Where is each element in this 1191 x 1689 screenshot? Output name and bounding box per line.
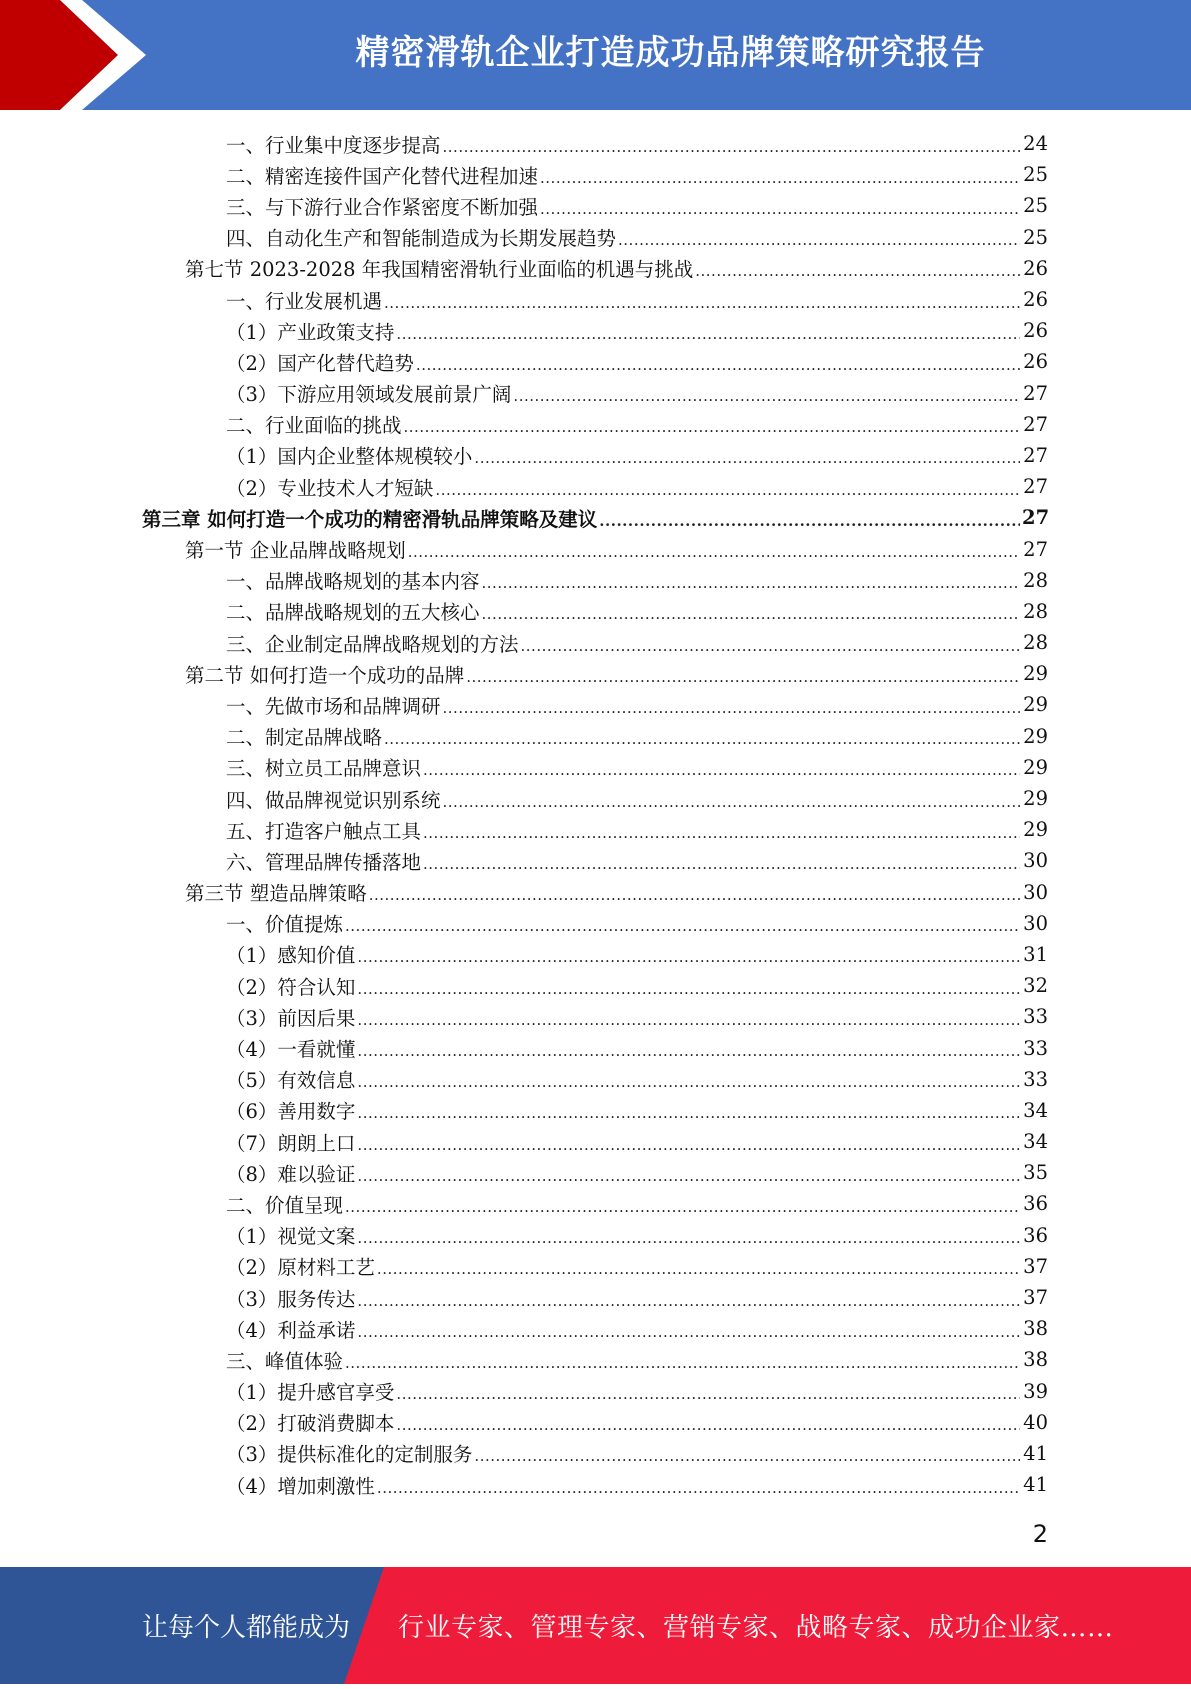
toc-entry[interactable] xyxy=(0,845,1191,876)
toc-entry[interactable] xyxy=(0,1251,1191,1282)
toc-entry[interactable] xyxy=(0,721,1191,752)
toc-dot-leader xyxy=(345,1354,1020,1372)
toc-entry-page: 31 xyxy=(1023,942,1048,966)
toc-entry-page: 30 xyxy=(1023,849,1048,873)
toc-dot-leader xyxy=(396,1385,1020,1403)
toc-entry-title: 第七节 2023-2028 年我国精密滑轨行业面临的机遇与挑战 xyxy=(185,258,694,282)
toc-entry-title: 一、价值提炼 xyxy=(226,913,344,937)
toc-entry-page: 37 xyxy=(1023,1286,1048,1310)
toc-dot-leader xyxy=(423,824,1020,842)
toc-entry[interactable] xyxy=(0,1126,1191,1157)
toc-entry-title: （5）有效信息 xyxy=(226,1069,356,1093)
toc-entry-page: 25 xyxy=(1023,163,1048,187)
toc-entry[interactable] xyxy=(0,409,1191,440)
toc-dot-leader xyxy=(618,231,1020,249)
toc-dot-leader xyxy=(416,356,1020,374)
toc-entry-page: 33 xyxy=(1023,1005,1048,1029)
toc-entry-title: 一、品牌战略规划的基本内容 xyxy=(226,570,480,594)
toc-entry-page: 27 xyxy=(1023,537,1048,561)
toc-entry-title: 二、价值呈现 xyxy=(226,1193,344,1217)
toc-entry-page: 32 xyxy=(1023,974,1048,998)
toc-entry-title: （1）国内企业整体规模较小 xyxy=(226,445,473,469)
toc-dot-leader xyxy=(423,855,1020,873)
toc-entry[interactable] xyxy=(0,1407,1191,1438)
toc-entry-page: 29 xyxy=(1023,818,1048,842)
toc-entry-title: 三、峰值体验 xyxy=(226,1349,344,1373)
toc-entry-title: （4）增加刺激性 xyxy=(226,1474,375,1498)
toc-entry-page: 25 xyxy=(1023,194,1048,218)
toc-entry[interactable] xyxy=(0,970,1191,1001)
toc-entry-page: 24 xyxy=(1023,132,1048,156)
toc-entry[interactable] xyxy=(0,1438,1191,1469)
header-title: 精密滑轨企业打造成功品牌策略研究报告 xyxy=(355,33,986,73)
toc-entry[interactable] xyxy=(0,1032,1191,1063)
toc-entry[interactable] xyxy=(0,440,1191,471)
toc-dot-leader xyxy=(357,1323,1020,1341)
toc-entry[interactable] xyxy=(0,533,1191,564)
toc-entry-page: 29 xyxy=(1023,724,1048,748)
toc-entry[interactable] xyxy=(0,1313,1191,1344)
toc-entry-title: （2）符合认知 xyxy=(226,975,356,999)
toc-entry[interactable] xyxy=(0,471,1191,502)
toc-dot-leader xyxy=(443,138,1020,156)
page-footer xyxy=(0,1567,1191,1684)
toc-dot-leader xyxy=(357,1011,1020,1029)
toc-dot-leader xyxy=(482,574,1020,592)
toc-entry[interactable] xyxy=(0,908,1191,939)
toc-entry-title: 三、树立员工品牌意识 xyxy=(226,757,422,781)
toc-entry[interactable] xyxy=(0,1344,1191,1375)
toc-dot-leader xyxy=(521,637,1020,655)
toc-entry-page: 27 xyxy=(1023,443,1048,467)
toc-entry-title: （7）朗朗上口 xyxy=(226,1131,356,1155)
toc-entry-title: （3）服务传达 xyxy=(226,1287,356,1311)
toc-entry-page: 29 xyxy=(1023,662,1048,686)
toc-entry-page: 40 xyxy=(1023,1410,1048,1434)
toc-entry-title: 一、行业集中度逐步提高 xyxy=(226,133,441,157)
toc-entry-page: 27 xyxy=(1023,412,1048,436)
toc-entry-page: 35 xyxy=(1023,1161,1048,1185)
toc-dot-leader xyxy=(408,543,1020,561)
toc-entry-title: 二、品牌战略规划的五大核心 xyxy=(226,601,480,625)
toc-entry[interactable] xyxy=(0,284,1191,315)
toc-entry-page: 38 xyxy=(1023,1348,1048,1372)
page-number: 2 xyxy=(1032,1520,1048,1548)
toc-entry-title: 三、与下游行业合作紧密度不断加强 xyxy=(226,195,539,219)
toc-entry[interactable] xyxy=(0,565,1191,596)
toc-entry-page: 30 xyxy=(1023,880,1048,904)
toc-entry[interactable] xyxy=(0,1376,1191,1407)
toc-entry[interactable] xyxy=(0,627,1191,658)
toc-dot-leader xyxy=(357,1229,1020,1247)
toc-dot-leader xyxy=(384,730,1020,748)
toc-dot-leader xyxy=(443,793,1020,811)
toc-entry[interactable] xyxy=(0,1469,1191,1500)
toc-entry-page: 28 xyxy=(1023,568,1048,592)
table-of-contents xyxy=(0,128,1191,1500)
toc-entry-page: 37 xyxy=(1023,1254,1048,1278)
toc-entry[interactable] xyxy=(0,253,1191,284)
toc-dot-leader xyxy=(404,418,1020,436)
toc-dot-leader xyxy=(474,449,1020,467)
toc-entry[interactable] xyxy=(0,783,1191,814)
toc-entry-title: （3）前因后果 xyxy=(226,1006,356,1030)
toc-dot-leader xyxy=(474,1447,1020,1465)
toc-entry[interactable] xyxy=(0,596,1191,627)
toc-dot-leader xyxy=(357,980,1020,998)
toc-entry-page: 41 xyxy=(1023,1473,1048,1497)
toc-entry-page: 33 xyxy=(1023,1036,1048,1060)
toc-dot-leader xyxy=(435,481,1020,499)
toc-entry-title: （2）打破消费脚本 xyxy=(226,1412,395,1436)
toc-dot-leader xyxy=(357,1136,1020,1154)
toc-entry[interactable] xyxy=(0,658,1191,689)
toc-entry-title: 一、行业发展机遇 xyxy=(226,289,383,313)
toc-dot-leader xyxy=(540,169,1020,187)
toc-entry[interactable] xyxy=(0,1188,1191,1219)
toc-entry-page: 29 xyxy=(1023,755,1048,779)
toc-entry[interactable] xyxy=(0,128,1191,159)
toc-entry-page: 27 xyxy=(1023,475,1048,499)
toc-entry-page: 36 xyxy=(1023,1192,1048,1216)
toc-dot-leader xyxy=(357,1167,1020,1185)
toc-dot-leader xyxy=(482,605,1020,623)
toc-dot-leader xyxy=(377,1260,1020,1278)
toc-entry-page: 27 xyxy=(1023,381,1048,405)
toc-entry-title: （8）难以验证 xyxy=(226,1162,356,1186)
toc-entry[interactable] xyxy=(0,502,1191,533)
toc-dot-leader xyxy=(599,512,1020,530)
toc-dot-leader xyxy=(357,1042,1020,1060)
page-header xyxy=(0,0,1191,110)
toc-entry-page: 26 xyxy=(1023,288,1048,312)
toc-entry[interactable] xyxy=(0,315,1191,346)
toc-entry-title: 四、自动化生产和智能制造成为长期发展趋势 xyxy=(226,227,617,251)
toc-entry-title: （3）提供标准化的定制服务 xyxy=(226,1443,473,1467)
toc-entry-page: 29 xyxy=(1023,693,1048,717)
toc-entry-page: 39 xyxy=(1023,1379,1048,1403)
toc-entry-title: 二、制定品牌战略 xyxy=(226,726,383,750)
toc-entry-page: 26 xyxy=(1023,350,1048,374)
toc-entry-title: （3）下游应用领域发展前景广阔 xyxy=(226,383,512,407)
toc-entry-title: 二、精密连接件国产化替代进程加速 xyxy=(226,164,539,188)
toc-entry-title: （2）专业技术人才短缺 xyxy=(226,476,434,500)
toc-entry[interactable] xyxy=(0,939,1191,970)
toc-entry-page: 27 xyxy=(1022,506,1050,530)
toc-dot-leader xyxy=(357,1104,1020,1122)
toc-entry-title: 二、行业面临的挑战 xyxy=(226,414,402,438)
footer-slogan-left: 让每个人都能成为 xyxy=(142,1613,351,1643)
toc-entry-page: 29 xyxy=(1023,787,1048,811)
toc-entry-page: 28 xyxy=(1023,631,1048,655)
toc-entry[interactable] xyxy=(0,1220,1191,1251)
toc-entry-title: 第二节 如何打造一个成功的品牌 xyxy=(185,663,465,687)
toc-entry-title: 五、打造客户触点工具 xyxy=(226,819,422,843)
toc-dot-leader xyxy=(695,262,1020,280)
header-arrow-graphic xyxy=(0,0,160,110)
toc-entry-page: 30 xyxy=(1023,911,1048,935)
toc-entry[interactable] xyxy=(0,1282,1191,1313)
toc-entry[interactable] xyxy=(0,752,1191,783)
toc-entry[interactable] xyxy=(0,190,1191,221)
toc-entry-title: 第一节 企业品牌战略规划 xyxy=(185,539,406,563)
toc-dot-leader xyxy=(513,387,1020,405)
toc-dot-leader xyxy=(345,917,1020,935)
toc-dot-leader xyxy=(396,325,1020,343)
toc-entry-title: 一、先做市场和品牌调研 xyxy=(226,694,441,718)
toc-entry-page: 38 xyxy=(1023,1317,1048,1341)
toc-entry[interactable] xyxy=(0,222,1191,253)
toc-entry-page: 34 xyxy=(1023,1130,1048,1154)
footer-slogan-right: 行业专家、管理专家、营销专家、战略专家、成功企业家…… xyxy=(398,1613,1114,1643)
toc-entry-page: 26 xyxy=(1023,319,1048,343)
toc-entry-title: （1）提升感官享受 xyxy=(226,1381,395,1405)
toc-entry-page: 26 xyxy=(1023,256,1048,280)
toc-entry[interactable] xyxy=(0,689,1191,720)
toc-entry-title: （4）利益承诺 xyxy=(226,1318,356,1342)
toc-entry[interactable] xyxy=(0,346,1191,377)
toc-entry-title: （1）视觉文案 xyxy=(226,1225,356,1249)
toc-entry-title: （4）一看就懂 xyxy=(226,1038,356,1062)
toc-dot-leader xyxy=(540,200,1020,218)
toc-entry[interactable] xyxy=(0,814,1191,845)
toc-entry[interactable] xyxy=(0,877,1191,908)
toc-dot-leader xyxy=(345,1198,1020,1216)
toc-entry[interactable] xyxy=(0,1157,1191,1188)
toc-entry-title: （1）感知价值 xyxy=(226,944,356,968)
toc-entry-title: （6）善用数字 xyxy=(226,1100,356,1124)
toc-dot-leader xyxy=(357,948,1020,966)
toc-entry-page: 34 xyxy=(1023,1098,1048,1122)
toc-entry[interactable] xyxy=(0,378,1191,409)
toc-entry-page: 25 xyxy=(1023,225,1048,249)
toc-entry-page: 33 xyxy=(1023,1067,1048,1091)
toc-entry-title: 第三章 如何打造一个成功的精密滑轨品牌策略及建议 xyxy=(142,507,598,531)
toc-entry-title: 第三节 塑造品牌策略 xyxy=(185,882,367,906)
toc-entry[interactable] xyxy=(0,159,1191,190)
toc-entry-title: 六、管理品牌传播落地 xyxy=(226,850,422,874)
toc-dot-leader xyxy=(396,1416,1020,1434)
toc-dot-leader xyxy=(377,1479,1020,1497)
toc-dot-leader xyxy=(423,761,1020,779)
toc-dot-leader xyxy=(369,886,1020,904)
toc-entry-title: （2）原材料工艺 xyxy=(226,1256,375,1280)
toc-entry[interactable] xyxy=(0,1064,1191,1095)
toc-entry[interactable] xyxy=(0,1095,1191,1126)
toc-dot-leader xyxy=(384,294,1020,312)
toc-dot-leader xyxy=(357,1073,1020,1091)
toc-entry-title: （2）国产化替代趋势 xyxy=(226,351,414,375)
toc-entry-title: （1）产业政策支持 xyxy=(226,320,395,344)
toc-entry-title: 四、做品牌视觉识别系统 xyxy=(226,788,441,812)
toc-entry-page: 36 xyxy=(1023,1223,1048,1247)
toc-entry-page: 41 xyxy=(1023,1441,1048,1465)
toc-dot-leader xyxy=(466,668,1020,686)
toc-dot-leader xyxy=(443,699,1020,717)
toc-entry[interactable] xyxy=(0,1001,1191,1032)
toc-dot-leader xyxy=(357,1292,1020,1310)
toc-entry-title: 三、企业制定品牌战略规划的方法 xyxy=(226,632,519,656)
toc-entry-page: 28 xyxy=(1023,599,1048,623)
